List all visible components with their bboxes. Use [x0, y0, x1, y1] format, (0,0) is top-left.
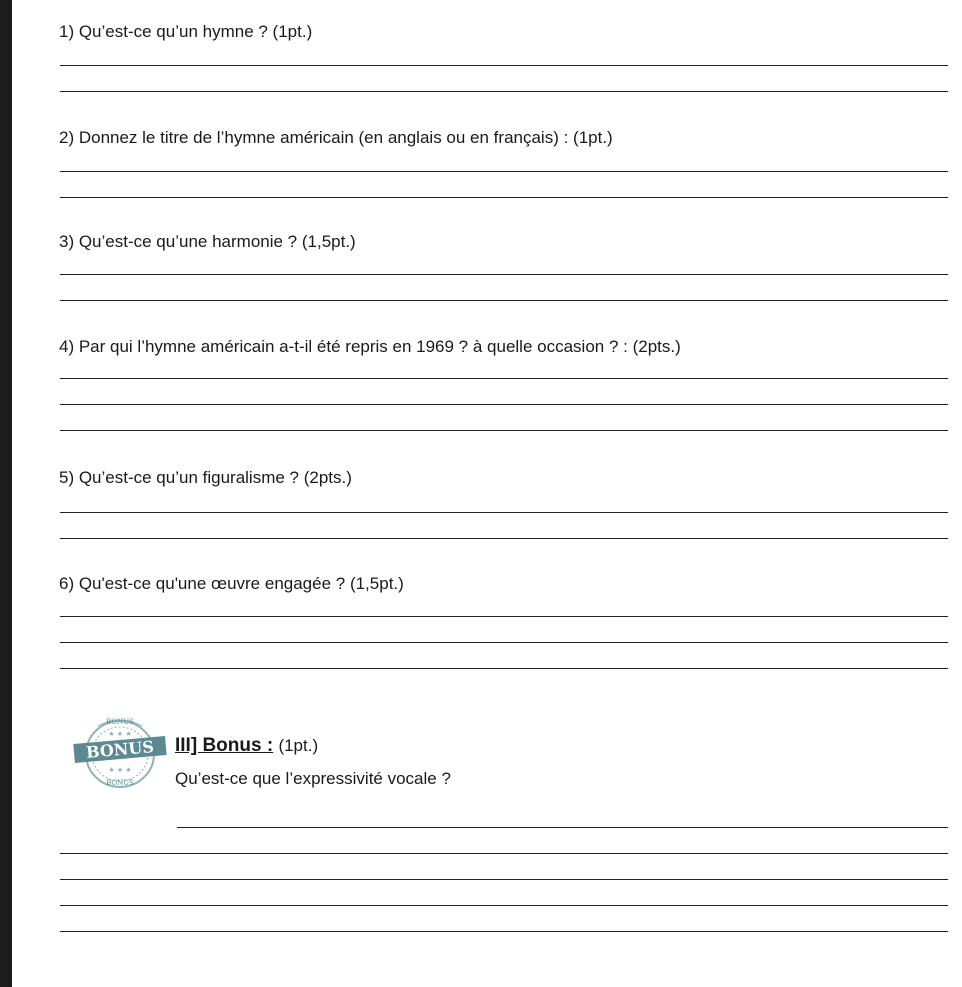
answer-line[interactable] — [60, 65, 948, 66]
answer-line[interactable] — [60, 905, 948, 906]
bonus-points: (1pt.) — [278, 736, 319, 755]
bonus-heading-text: III] Bonus : — [175, 735, 274, 756]
question-1: 1) Qu’est-ce qu’un hymne ? (1pt.) — [59, 22, 313, 41]
stamp-small-text-bottom: BONUS — [106, 779, 134, 787]
stamp-text: BONUS — [85, 737, 155, 762]
question-6: 6) Qu'est-ce qu'une œuvre engagée ? (1,5pt.) — [59, 574, 404, 593]
answer-line[interactable] — [60, 171, 948, 172]
answer-line[interactable] — [60, 879, 948, 880]
answer-line[interactable] — [60, 616, 948, 617]
stamp-small-text: BONUS — [106, 718, 134, 726]
answer-line[interactable] — [177, 827, 948, 828]
answer-line[interactable] — [60, 538, 948, 539]
bonus-stamp-icon — [72, 710, 168, 796]
bonus-heading — [175, 734, 318, 758]
svg-text:★ ★ ★: ★ ★ ★ — [108, 730, 132, 738]
svg-text:★ ★ ★: ★ ★ ★ — [108, 766, 132, 774]
answer-line[interactable] — [60, 274, 948, 275]
answer-line[interactable] — [60, 430, 948, 431]
answer-line[interactable] — [60, 931, 948, 932]
question-2: 2) Donnez le titre de l’hymne américain (en anglais ou en français) : (1pt.) — [59, 128, 613, 147]
answer-line[interactable] — [60, 300, 948, 301]
answer-line[interactable] — [60, 404, 948, 405]
worksheet-page — [12, 0, 962, 987]
question-3: 3) Qu’est-ce qu’une harmonie ? (1,5pt.) — [59, 232, 356, 251]
bonus-question: Qu’est-ce que l’expressivité vocale ? — [175, 769, 451, 788]
answer-line[interactable] — [60, 668, 948, 669]
answer-line[interactable] — [60, 853, 948, 854]
question-4: 4) Par qui l’hymne américain a-t-il été repris en 1969 ? à quelle occasion ? : (2pts.) — [59, 337, 681, 356]
left-edge-bar — [0, 0, 12, 987]
answer-line[interactable] — [60, 91, 948, 92]
answer-line[interactable] — [60, 512, 948, 513]
answer-line[interactable] — [60, 642, 948, 643]
answer-line[interactable] — [60, 378, 948, 379]
question-5: 5) Qu’est-ce qu’un figuralisme ? (2pts.) — [59, 468, 352, 487]
answer-line[interactable] — [60, 197, 948, 198]
